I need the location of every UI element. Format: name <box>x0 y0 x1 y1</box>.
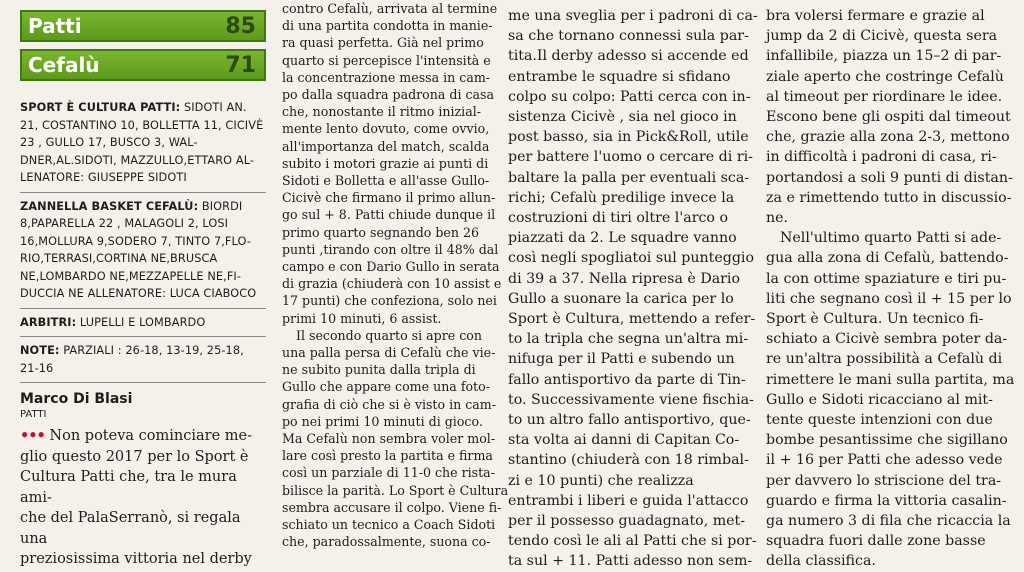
article-line: stantino (chiuderà con 18 rimbal- <box>508 452 749 469</box>
article-line: po dalla squadra padrona di casa <box>282 87 495 103</box>
notes-label: NOTE: <box>20 344 60 357</box>
article-line: così negli spogliatoi sul punteggio <box>508 250 754 267</box>
article-line: entrambi i liberi e guida l'attacco <box>508 492 749 509</box>
dateline-city: PATTI <box>20 409 47 420</box>
article-line: ga numero 3 di fila che ricaccia la <box>766 513 1011 530</box>
article-line: piazzati da 2. Le squadre vanno <box>508 230 737 247</box>
away-roster-line: 8,PAPARELLA 22 , MALAGOLI 2, LOSI <box>20 217 229 230</box>
score-bar-home <box>20 10 266 42</box>
article-line: richi; Cefalù predilige invece la <box>508 189 735 206</box>
article-line: in difficoltà i padroni di casa, ri- <box>766 149 997 166</box>
article-line: lare così presto la partita e firma <box>282 448 493 464</box>
away-team-points: 71 <box>225 52 256 78</box>
article-line: to. Successivamente viene fischia- <box>508 391 754 408</box>
article-line: campo e con Dario Gullo in serata <box>282 259 500 275</box>
article-line: squadra fuori dalle zone basse <box>766 533 986 550</box>
notes-line: 21-16 <box>20 361 54 375</box>
article-line: di grazia (chiuderà con 10 assist e <box>282 276 502 292</box>
article-line: così un parziale di 11-0 che rista- <box>282 465 495 481</box>
article-line: liti che segnano così il + 15 per lo <box>766 290 1012 307</box>
article-line: me una sveglia per i padroni di ca- <box>508 8 758 24</box>
home-roster-label: SPORT È CULTURA PATTI: <box>20 101 181 114</box>
article-line: sta volta ai danni di Capitan Co- <box>508 432 740 449</box>
article-line: la concentrazione messa in cam- <box>282 69 491 85</box>
away-roster-line: RIO,TERRASI,CORTINA NE,BRUSCA <box>20 252 218 265</box>
article-line: entrambe le squadre si sfidano <box>508 68 731 85</box>
article-line: la con ottime spaziature e tiri pu- <box>766 270 1007 287</box>
article-line: Cicivè che firmano il primo allun- <box>282 190 496 206</box>
home-roster-line: SIDOTI AN. <box>180 101 247 114</box>
article-line: infallibile, piazza un 15–2 di par- <box>766 48 1002 65</box>
article-line: Gullo che appare come una foto- <box>282 379 490 395</box>
article-line: sistenza Cicivè , sia nel gioco in <box>508 109 737 126</box>
article-line: punti ,tirando con oltre il 48% dal <box>282 241 499 257</box>
article-column-2 <box>282 0 509 550</box>
away-roster <box>20 198 266 309</box>
article-line: per battere l'uomo o cercare di ri- <box>508 149 753 166</box>
article-line: Sport è Cultura. Un tecnico fi- <box>766 311 984 328</box>
article-line: una palla persa di Cefalù che vie- <box>282 345 496 361</box>
article-line: post basso, sia in Pick&Roll, utile <box>508 129 749 146</box>
article-line: che, grazie alla zona 2-3, mettono <box>766 129 1010 146</box>
home-roster <box>20 99 266 193</box>
article-line: tendo così le ali al Patti che si por- <box>508 533 757 550</box>
byline <box>20 391 266 420</box>
home-roster-line: 23 , GULLO 17, BUSCO 3, WAL- <box>20 136 198 149</box>
article-line: colpo su colpo: Patti cerca con in- <box>508 88 751 105</box>
article-line: primi 10 minuti, 6 assist. <box>282 310 442 326</box>
article-line: Sport è Cultura, mettendo a refer- <box>508 311 756 328</box>
box-score <box>20 99 266 383</box>
article-line: za e rimettendo tutto in discussio- <box>766 189 1012 206</box>
article-line: guardo e firma la vittoria casalin- <box>766 492 1007 509</box>
article-line: nifuga per il Patti e subendo un <box>508 351 735 368</box>
article-line: della classifica. <box>766 553 876 570</box>
article-line: Escono bene gli ospiti dal timeout <box>766 109 1011 126</box>
lead-line: Non poteva cominciare me- <box>44 428 252 444</box>
article-line: all'importanza del match, scalda <box>282 138 490 154</box>
article-line: portandosi a soli 9 punti di distan- <box>766 169 1013 186</box>
away-roster-line: NE,LOMBARDO NE,MEZZAPELLE NE,FI- <box>20 269 242 283</box>
article-line: to un altro fallo antisportivo, que- <box>508 412 751 429</box>
article-line: re un'altra possibilità a Cefalù di <box>766 351 1003 368</box>
away-roster-line: BIORDI <box>198 199 243 213</box>
article-line: di una partita condotta in manie- <box>282 18 493 34</box>
article-line: grafia di ciò che si è visto in cam- <box>282 396 496 412</box>
article-line: schiato a Cicivè sembra poter da- <box>766 331 1008 348</box>
referees-value: LUPELLI E LOMBARDO <box>76 315 206 329</box>
author-name: Marco Di Blasi <box>20 391 133 407</box>
article-line: fallo antisportivo da parte di Tin- <box>508 371 746 388</box>
article-line: po nei primi 10 minuti di gioco. <box>282 413 483 429</box>
article-line: ne. <box>766 210 789 227</box>
lead-bullets-icon: ••• <box>20 427 45 444</box>
article-line: Gullo e Sidoti ricacciano al mit- <box>766 391 993 408</box>
article-line: al timeout per riordinare le idee. <box>766 88 1003 105</box>
article-line: zi e 10 punti) che realizza <box>508 472 694 489</box>
article-line: Sidoti e Bolletta e all'asse Gullo- <box>282 173 490 189</box>
article-line: bombe pesantissime che sigillano <box>766 432 1008 449</box>
article-line: 17 punti) che confeziona, solo nei <box>282 293 497 309</box>
article-line: subito i motori grazie ai punti di <box>282 155 489 171</box>
article-line: tente queste intenzioni con due <box>766 412 993 429</box>
article-line: che, nonostante il ritmo inizial- <box>282 104 481 120</box>
home-roster-line: DNER,AL.SIDOTI, MAZZULLO,ETTARO AL- <box>20 153 255 167</box>
away-roster-label: ZANNELLA BASKET CEFALÙ: <box>20 199 199 213</box>
sidebar-column <box>20 0 266 567</box>
article-line: quarto si percepisce l'intensità e <box>282 52 491 68</box>
home-roster-line: LENATORE: GIUSEPPE SIDOTI <box>20 171 187 184</box>
home-team-points: 85 <box>225 13 256 39</box>
article-lead <box>20 426 266 570</box>
lead-line: Cultura Patti che, tra le mura ami- <box>20 469 237 506</box>
notes <box>20 342 266 383</box>
referees-label: ARBITRI: <box>20 315 77 329</box>
lead-line: glio questo 2017 per lo Sport è <box>20 448 249 465</box>
article-line: tita.Il derby adesso si accende ed <box>508 48 749 65</box>
article-line: per davvero lo striscione del tra- <box>766 472 1002 489</box>
article-line: gua alla zona di Cefalù, battendo- <box>766 250 1009 267</box>
article-line: jump da 2 di Cicivè, questa sera <box>766 28 998 45</box>
away-roster-line: DUCCIA NE ALLENATORE: LUCA CIABOCO <box>20 287 257 300</box>
article-line: Nell'ultimo quarto Patti si ade- <box>780 230 1002 247</box>
article-line: sa che tornano connessi sula par- <box>508 28 749 45</box>
home-roster-line: 21, COSTANTINO 10, BOLLETTA 11, CICIVÈ <box>20 118 264 132</box>
article-line: Ma Cefalù non sembra voler mol- <box>282 431 496 447</box>
lead-line: preziosissima vittoria nel derby <box>20 551 252 567</box>
article-line: ne subito punita dalla tripla di <box>282 362 476 378</box>
notes-line: PARZIALI : 26-18, 13-19, 25-18, <box>59 344 244 357</box>
article-line: bilisce la parità. Lo Sport è Cultura <box>282 482 509 498</box>
article-line: costruzioni di tiri oltre l'arco o <box>508 210 729 227</box>
lead-line: che del PalaSerranò, si regala una <box>20 510 241 547</box>
away-roster-line: 16,MOLLURA 9,SODERO 7, TINTO 7,FLO- <box>20 234 252 248</box>
score-bar-away <box>20 49 266 81</box>
article-line: mente lento dovuto, come ovvio, <box>282 121 490 137</box>
article-line: per il possesso guadagnato, met- <box>508 513 746 530</box>
article-line: to la tripla che segna un'altra mi- <box>508 331 749 348</box>
article-line: che, paradossalmente, suona co- <box>282 534 491 550</box>
article-line: primo quarto segnando ben 26 <box>282 224 479 240</box>
article-line: rimettere le mani sulla partita, ma <box>766 371 1015 388</box>
article-line: contro Cefalù, arrivata al termine <box>282 1 498 16</box>
article-line: Il secondo quarto si apre con <box>296 327 482 343</box>
article-line: di 39 a 37. Nella ripresa è Dario <box>508 270 741 287</box>
article-line: il + 16 per Patti che adesso vede <box>766 452 1003 469</box>
article-line: ziale aperto che costringe Cefalù <box>766 68 1004 85</box>
article-line: baltare la palla per eventuali sca- <box>508 169 750 186</box>
away-team-name: Cefalù <box>28 53 100 77</box>
article-line: ra quasi perfetta. Già nel primo <box>282 35 484 51</box>
article-line: bra volersi fermare e grazie al <box>766 8 985 24</box>
article-line: sembra accusare il colpo. Viene fi- <box>282 499 502 515</box>
referees <box>20 314 266 338</box>
article-column-4 <box>766 0 1015 570</box>
article-line: Gullo a suonare la carica per lo <box>508 290 734 307</box>
home-team-name: Patti <box>28 14 82 38</box>
article-line: schiato un tecnico a Coach Sidoti <box>282 517 496 533</box>
article-line: go sul + 8. Patti chiude dunque il <box>282 207 496 223</box>
article-line: ta sul + 11. Patti adesso non sem- <box>508 553 753 570</box>
article-column-3 <box>508 0 758 570</box>
